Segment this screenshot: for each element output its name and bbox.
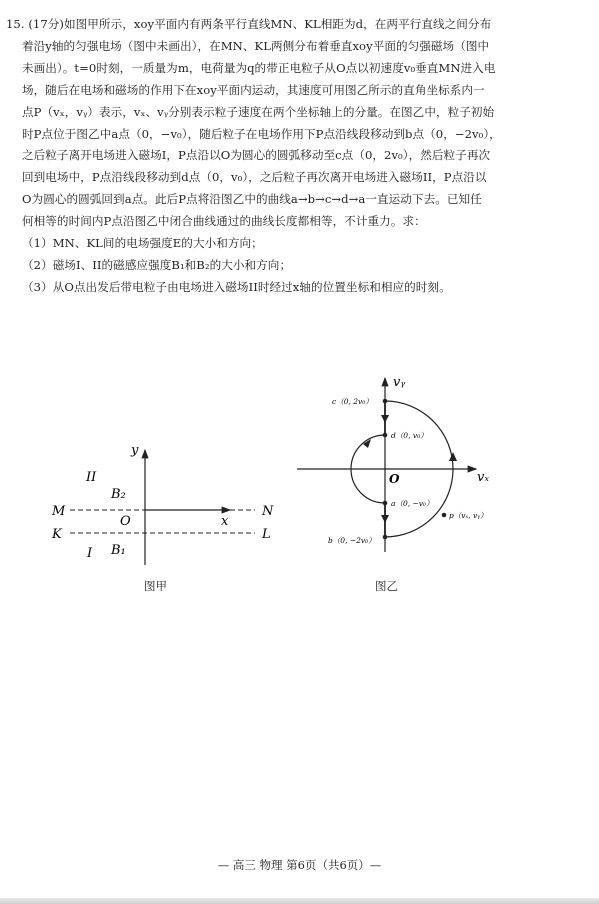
- problem-line-6: 时P点位于图乙中a点（0，−v₀），随后粒子在电场作用下P点沿线段移动到b点（0，−2v₀），: [22, 126, 501, 141]
- figure-yi: [292, 372, 507, 572]
- label-origin-yi: O: [389, 472, 400, 486]
- label-b1: B₁: [111, 543, 126, 558]
- label-d: d（0, v₀）: [391, 431, 428, 440]
- problem-text: [6, 14, 591, 299]
- label-c: c（0, 2v₀）: [332, 397, 373, 406]
- label-p: p（vₓ, vᵧ）: [449, 511, 488, 520]
- problem-line-9: O为圆心的圆弧回到a点。此后P点将沿图乙中的曲线a→b→c→d→a一直运动下去。已知任: [22, 192, 482, 207]
- label-origin: O: [120, 514, 131, 529]
- problem-line-10: 何相等的时间内P点沿图乙中闭合曲线通过的曲线长度都相等，不计重力。求：: [22, 214, 426, 229]
- caption-yi: 图乙: [375, 579, 398, 593]
- label-m: M: [52, 504, 66, 519]
- point-p: [442, 513, 447, 518]
- question-1: （1）MN、KL间的电场强度E的大小和方向；: [22, 236, 263, 251]
- problem-number: 15.: [6, 17, 25, 31]
- problem-line: [6, 14, 591, 36]
- point-b: [383, 535, 388, 540]
- label-y: y: [131, 443, 139, 458]
- label-b2: B₂: [111, 487, 126, 502]
- page-bottom-edge: [0, 898, 599, 904]
- problem-line-5: 点P（vₓ，vᵧ）表示，vₓ、vᵧ分别表示粒子速度在两个坐标轴上的分量。在图乙中，粒子初始: [22, 104, 495, 119]
- question-2: （2）磁场I、II的磁感应强度B₁和B₂的大小和方向；: [22, 257, 292, 272]
- point-c: [383, 399, 388, 404]
- label-vx: vₓ: [477, 470, 489, 485]
- label-x: x: [221, 514, 229, 529]
- problem-line-1: 如图甲所示，xoy平面内有两条平行直线MN、KL相距为d，在两平行直线之间分布: [64, 17, 492, 31]
- problem-line-7: 之后粒子离开电场进入磁场I，P点沿以O为圆心的圆弧移动至c点（0，2v₀），然后粒子再次: [22, 148, 491, 163]
- problem-line-8: 回到电场中，P点沿线段移动到d点（0，v₀），之后粒子再次离开电场进入磁场II，P点沿以: [22, 170, 487, 185]
- caption-jia: 图甲: [144, 579, 167, 593]
- label-n: N: [262, 504, 274, 519]
- arrow-ab: [381, 515, 389, 523]
- arrow-big-arc: [449, 452, 457, 461]
- label-b: b（0, −2v₀）: [328, 536, 376, 545]
- label-region-ii: II: [86, 470, 97, 485]
- problem-score: (17分): [28, 17, 64, 31]
- label-vy: vᵧ: [393, 375, 406, 390]
- problem-line-3: 未画出）。t=0时刻，一质量为m，电荷量为q的带正电粒子从O点以初速度v₀垂直MN进入电: [22, 60, 496, 75]
- label-k: K: [52, 527, 62, 542]
- label-l: L: [262, 527, 271, 542]
- point-a: [383, 501, 388, 506]
- problem-line-4: 场，随后在电场和磁场的作用下在xoy平面内运动，其速度可用图乙所示的直角坐标系内一: [22, 82, 485, 97]
- problem-line-2: 着沿y轴的匀强电场（图中未画出），在MN、KL两侧分布着垂直xoy平面的匀强磁场（图中: [22, 38, 490, 53]
- question-3: （3）从O点出发后带电粒子由电场进入磁场II时经过x轴的位置坐标和相应的时刻。: [22, 279, 451, 294]
- point-d: [383, 433, 388, 438]
- label-a: a（0, −v₀）: [391, 499, 434, 508]
- label-region-i: I: [87, 546, 93, 561]
- page-footer: — 高三 物理 第6页（共6页）—: [217, 858, 382, 872]
- arrow-cd: [381, 415, 389, 423]
- figure-jia: [40, 430, 290, 580]
